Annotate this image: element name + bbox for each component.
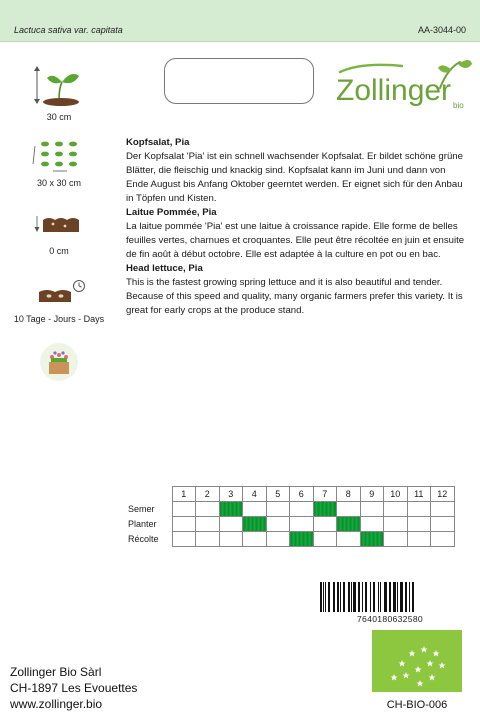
barcode-bar [397, 582, 398, 612]
description-title-en: Head lettuce, Pia [126, 263, 203, 274]
header-bar [0, 0, 480, 42]
calendar-row [126, 517, 454, 532]
calendar-cell [266, 517, 290, 532]
calendar-cell [384, 502, 408, 517]
zollinger-logo [332, 58, 474, 118]
barcode [318, 582, 462, 612]
barcode-bar [351, 582, 352, 612]
barcode-bar [380, 582, 381, 612]
calendar-cell [196, 517, 220, 532]
certification-code: CH-BIO-006 [386, 699, 448, 711]
calendar-cell [196, 532, 220, 547]
calendar-cell [313, 517, 337, 532]
calendar-cell [219, 517, 243, 532]
barcode-bar [337, 582, 339, 612]
calendar-cell-active [313, 502, 337, 517]
calendar-cell [313, 532, 337, 547]
calendar-cell [196, 502, 220, 517]
barcode-bar [389, 582, 391, 612]
plant-height-icon [29, 64, 89, 106]
calendar-month-header: 3 [219, 487, 243, 502]
germination-caption: 10 Tage - Jours - Days [13, 314, 105, 324]
barcode-bar [370, 582, 371, 612]
calendar-month-header: 10 [384, 487, 408, 502]
description-title-fr: Laitue Pommée, Pia [126, 207, 217, 218]
barcode-bar [325, 582, 326, 612]
calendar-cell [431, 502, 455, 517]
calendar-month-header: 8 [337, 487, 361, 502]
barcode-bar [353, 582, 356, 612]
description-body-fr: La laitue pommée 'Pia' est une laitue à croissance rapide. Elle forme de belles feuilles vertes, charnues et croquantes. Elle peut être récoltée en juin et ensuite de fin août à début octobre. Elle est adaptée à la culture en pot ou en bac. [126, 221, 465, 260]
calendar-cell [360, 517, 384, 532]
description-title-de: Kopfsalat, Pia [126, 137, 190, 148]
sowing-calendar [126, 486, 455, 547]
barcode-bar [323, 582, 324, 612]
barcode-bar [348, 582, 350, 612]
barcode-bar [373, 582, 375, 612]
calendar-cell-active [219, 502, 243, 517]
barcode-bar [333, 582, 335, 612]
plant-spacing-icon [29, 138, 89, 174]
calendar-cell [384, 532, 408, 547]
calendar-cell-active [337, 517, 361, 532]
calendar-month-header: 12 [431, 487, 455, 502]
calendar-cell [337, 502, 361, 517]
calendar-month-header: 7 [313, 487, 337, 502]
sowing-depth-caption: 0 cm [49, 246, 69, 256]
calendar-cell [337, 532, 361, 547]
calendar-cell [172, 517, 196, 532]
calendar-cell [290, 517, 314, 532]
calendar-cell [266, 502, 290, 517]
description-text [126, 136, 466, 318]
ean-number: 7640180632580 [356, 614, 424, 624]
barcode-bar [343, 582, 345, 612]
packet-window-box [164, 58, 314, 104]
pot-suitable-icon [29, 340, 89, 384]
company-location: CH-1897 Les Evouettes [10, 681, 138, 695]
calendar-month-header: 1 [172, 487, 196, 502]
barcode-bar [378, 582, 379, 612]
company-address [10, 664, 137, 712]
company-name: Zollinger Bio Sàrl [10, 665, 102, 679]
barcode-bar [340, 582, 341, 612]
plant-spacing-block [0, 138, 118, 188]
calendar-month-header: 2 [196, 487, 220, 502]
calendar-month-header: 11 [407, 487, 431, 502]
calendar-month-header: 9 [360, 487, 384, 502]
pot-block [0, 340, 118, 384]
barcode-bar [409, 582, 410, 612]
calendar-cell [243, 502, 267, 517]
calendar-cell [172, 532, 196, 547]
barcode-bar [362, 582, 363, 612]
article-code: AA-3044-00 [417, 25, 466, 35]
sowing-depth-icon [29, 212, 89, 236]
calendar-cell [407, 502, 431, 517]
company-website: www.zollinger.bio [10, 697, 103, 711]
calendar-cell [290, 502, 314, 517]
barcode-bar [365, 582, 367, 612]
germination-time-icon [29, 278, 89, 306]
plant-height-block [0, 64, 118, 122]
calendar-cell [384, 517, 408, 532]
barcode-bar [384, 582, 387, 612]
sowing-depth-block [0, 212, 118, 256]
calendar-cell [172, 502, 196, 517]
calendar-month-header: 6 [290, 487, 314, 502]
calendar-row-label: Récolte [128, 534, 159, 544]
calendar-cell [431, 517, 455, 532]
barcode-bar [358, 582, 360, 612]
calendar-row [126, 502, 454, 517]
calendar-cell [407, 517, 431, 532]
calendar-row-label: Planter [128, 519, 157, 529]
calendar-month-header: 5 [266, 487, 290, 502]
latin-name: Lactuca sativa var. capitata [14, 25, 123, 35]
barcode-bar [412, 582, 414, 612]
calendar-row [126, 532, 454, 547]
calendar-row-label: Semer [128, 504, 155, 514]
brand-suffix: bio [453, 101, 464, 110]
barcode-bar [400, 582, 403, 612]
plant-spacing-caption: 30 x 30 cm [36, 178, 82, 188]
calendar-header-row [126, 487, 454, 502]
barcode-bar [328, 582, 330, 612]
calendar-cell [431, 532, 455, 547]
calendar-cell-active [360, 532, 384, 547]
barcode-bar [405, 582, 407, 612]
calendar-cell [407, 532, 431, 547]
calendar-cell [360, 502, 384, 517]
description-body-de: Der Kopfsalat 'Pia' ist ein schnell wachsender Kopfsalat. Er bildet schöne grüne Blätter, die fleischig und knackig sind. Kopfsalat kann im Juni und dann von Ende August bis Anfang Oktober geerntet werden. Er eignet sich für den Anbau in Töpfen und Kisten. [126, 151, 463, 204]
barcode-bar [393, 582, 396, 612]
calendar-month-header: 4 [243, 487, 267, 502]
calendar-cell-active [243, 517, 267, 532]
plant-height-caption: 30 cm [46, 112, 72, 122]
germination-block [0, 278, 118, 324]
calendar-cell [243, 532, 267, 547]
calendar-corner [126, 487, 172, 502]
brand-name: Zollinger [336, 74, 452, 107]
calendar-cell [219, 532, 243, 547]
calendar-cell-active [290, 532, 314, 547]
eu-organic-leaf-logo [372, 630, 462, 692]
description-body-en: This is the fastest growing spring lettuce and it is also beautiful and tender. Because of this speed and quality, many organic farmers prefer this variety. It is great for early crops at the produce stand. [126, 277, 463, 316]
barcode-bar [320, 582, 322, 612]
calendar-cell [266, 532, 290, 547]
